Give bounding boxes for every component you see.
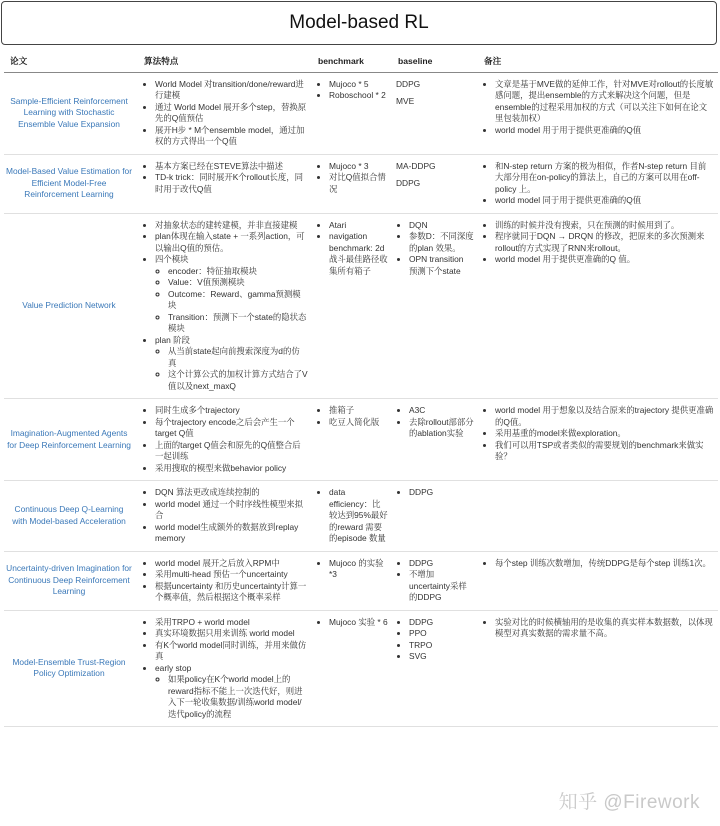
notes-cell <box>478 481 718 552</box>
benchmark-list <box>316 487 388 545</box>
feature-item <box>155 172 308 195</box>
benchmark-list <box>316 79 388 102</box>
note-item: • 我们可以用TSP或者类似的需要规划的benchmark来做实验？ <box>495 440 714 463</box>
paper-title-link[interactable]: Sample-Efficient Reinforcement Learning with Stochastic Ensemble Value Expansion <box>4 72 138 154</box>
benchmark-item: • 对比Q值拟合情况 <box>329 172 388 195</box>
feature-item <box>155 102 308 125</box>
feature-item <box>155 617 308 629</box>
notes-cell <box>478 399 718 481</box>
feature-item <box>155 558 308 570</box>
feature-text: plan体现在输入state + 一系列action，可以输出Q值的预估。 <box>155 231 305 253</box>
baseline-item: • SVG <box>409 651 474 663</box>
notes-cell <box>478 154 718 213</box>
baseline-item: MVE <box>396 96 415 106</box>
header-paper: 论文 <box>4 52 138 72</box>
header-benchmark: benchmark <box>312 52 392 72</box>
note-item: • 和N-step return 方案的极为相似，作者N-step return 目前大部分用在on-policy的算法上，自己的方案可以用在off-policy 上。 <box>495 161 714 196</box>
feature-item <box>155 335 308 393</box>
feature-text: world model 通过一个时序线性模型来拟合 <box>155 498 303 520</box>
feature-text: 真实环境数据只用来训练 world model <box>155 628 295 638</box>
benchmark-cell <box>312 213 392 399</box>
baseline-item: DDPG <box>396 78 421 89</box>
note-item: • 实验对比的时候横轴用的是收集的真实样本数据数，以体现模型对真实数据的需求量不高。 <box>495 617 714 640</box>
baseline-item: • TRPO <box>409 640 474 652</box>
watermark: 知乎 @Firework <box>558 792 700 813</box>
feature-text: 上面的target Q值会和原先的Q值整合后一起训练 <box>155 439 301 461</box>
feature-subitem: ◦ 从当前state起向前搜索深度为d的仿真 <box>168 346 308 369</box>
baseline-item: • DQN <box>409 220 474 232</box>
features-list <box>142 161 308 196</box>
baseline-item: • 参数D：不同深度的plan 效果。 <box>409 231 474 254</box>
header-baseline: baseline <box>392 52 478 72</box>
feature-item <box>155 487 308 499</box>
benchmark-item: • navigation benchmark: 2d战斗最佳路径收集所有箱子 <box>329 231 388 277</box>
papers-table <box>4 52 718 727</box>
feature-text: 通过 World Model 展开多个step，替换原先的Q值预估 <box>155 101 307 123</box>
baseline-item: • 不增加uncertainty采样的DDPG <box>409 569 474 604</box>
features-list <box>142 79 308 148</box>
features-cell <box>138 551 312 610</box>
feature-text: 四个模块 <box>155 254 189 264</box>
benchmark-list <box>316 558 388 581</box>
feature-item <box>155 628 308 640</box>
feature-text: 根据uncertainty 和历史uncertainty计算一个概率值，然后根据这个概率采样 <box>155 580 307 602</box>
features-cell <box>138 213 312 399</box>
table-header-row <box>4 52 718 72</box>
notes-list <box>482 79 714 137</box>
feature-item <box>155 161 308 173</box>
feature-subitem: ◦ Transition：预测下一个state的隐状态模块 <box>168 312 308 335</box>
table-row <box>4 551 718 610</box>
feature-text: 同时生成多个trajectory <box>155 405 240 415</box>
benchmark-item: • Mujoco 实验 * 6 <box>329 617 388 629</box>
feature-subitem: ◦ Value：V值预测模块 <box>168 277 308 289</box>
baseline-item: • DDPG <box>409 487 474 499</box>
feature-item <box>155 640 308 663</box>
feature-subitem: ◦ Outcome：Reward、gamma预测模块 <box>168 289 308 312</box>
feature-text: 展开H步 * M个ensemble model，通过加权的方式得出一个Q值 <box>155 124 305 146</box>
feature-item <box>155 663 308 721</box>
feature-text: 采用multi-head 预估一个uncertainty <box>155 569 288 579</box>
table-row <box>4 399 718 481</box>
feature-subitem: ◦ encoder：特征抽取模块 <box>168 266 308 278</box>
features-list <box>142 220 308 393</box>
feature-text: 采用TRPO + world model <box>155 616 250 627</box>
feature-item <box>155 231 308 254</box>
notes-cell <box>478 72 718 154</box>
feature-item <box>155 125 308 148</box>
table-row <box>4 154 718 213</box>
baseline-item: • DDPG <box>409 558 474 570</box>
page-title: Model-based RL <box>1 1 717 45</box>
benchmark-item: • Mujoco * 3 <box>329 161 388 173</box>
baseline-cell <box>392 72 478 154</box>
notes-list <box>482 558 714 570</box>
baseline-list <box>396 487 474 499</box>
feature-text: world model生成额外的数据放到replay memory <box>155 521 299 543</box>
feature-item <box>155 417 308 440</box>
features-cell <box>138 610 312 727</box>
baseline-cell <box>392 551 478 610</box>
feature-text: DQN 算法更改成连续控制的 <box>155 487 260 497</box>
feature-subitem: ◦ 如果policy在K个world model上的reward指标不能上一次迭代好，则进入下一轮收集数据/训练world model/迭代policy的流程 <box>168 674 308 720</box>
benchmark-item: • 吃豆人简化版 <box>329 417 388 429</box>
benchmark-cell <box>312 610 392 727</box>
note-item: • world model 用于想象以及结合原来的trajectory 提供更准确的Q值。 <box>495 405 714 428</box>
paper-title-link[interactable]: Imagination-Augmented Agents for Deep Reinforcement Learning <box>4 399 138 481</box>
note-item: • 采用基重的model来做exploration。 <box>495 428 714 440</box>
feature-text: 采用搜取的模型来做behavior policy <box>155 462 287 473</box>
benchmark-cell <box>312 154 392 213</box>
feature-item <box>155 463 308 475</box>
note-item: • 文章是基于MVE做的延伸工作，针对MVE对rollout的长度敏感问题，提出ensemble的方式来解决这个问题，但是ensemble的过程采用加权的方式（可以关注下如何在论文里包装加权） <box>495 79 714 125</box>
baseline-cell <box>392 481 478 552</box>
paper-title-link[interactable]: Model-Ensemble Trust-Region Policy Optimization <box>4 610 138 727</box>
benchmark-cell <box>312 399 392 481</box>
baseline-item: • A3C <box>409 405 474 417</box>
feature-text: 对抽象状态的建转建模，并非直接建模 <box>155 219 298 230</box>
baseline-item: • 去除rollout部部分的ablation实验 <box>409 417 474 440</box>
baseline-item: DDPG <box>396 178 421 188</box>
feature-item <box>155 569 308 581</box>
notes-list <box>482 220 714 266</box>
feature-text: 每个trajectory encode之后会产生一个target Q值 <box>155 416 295 438</box>
baseline-cell <box>392 213 478 399</box>
benchmark-cell <box>312 481 392 552</box>
baseline-item: • PPO <box>409 628 474 640</box>
feature-text: 有K个world model同时训练，并用来做仿真 <box>155 639 307 661</box>
baseline-list <box>396 617 474 663</box>
baseline-cell <box>392 610 478 727</box>
header-notes: 备注 <box>478 52 718 72</box>
notes-list <box>482 405 714 463</box>
feature-item <box>155 254 308 335</box>
features-cell <box>138 399 312 481</box>
features-cell <box>138 481 312 552</box>
note-item: • world model 同于用于提供更准确的Q值 <box>495 195 714 207</box>
notes-cell <box>478 213 718 399</box>
feature-subitem: ◦ 这个计算公式的加权计算方式结合了V值以及next_maxQ <box>168 369 308 392</box>
note-item: • world model 用于提供更准确的Q 值。 <box>495 254 714 266</box>
baseline-list <box>396 558 474 604</box>
table-row <box>4 610 718 727</box>
benchmark-cell <box>312 72 392 154</box>
baseline-item: • DDPG <box>409 617 474 629</box>
feature-item <box>155 440 308 463</box>
note-item: • 训练的时候并没有搜索，只在预测的时候用到了。 <box>495 220 714 232</box>
feature-item <box>155 499 308 522</box>
note-item: • 程序就同于DQN → DRQN 的修改，把原来的多次预测来rollout的方式实现了RNN来rollout。 <box>495 231 714 254</box>
benchmark-item: • Mujoco * 5 <box>329 79 388 91</box>
benchmark-item: • data efficiency：比较达到95%最好的reward 需要的episode 数量 <box>329 487 388 545</box>
table-row <box>4 72 718 154</box>
benchmark-item: • Roboschool * 2 <box>329 90 388 102</box>
benchmark-list <box>316 161 388 196</box>
notes-list <box>482 617 714 640</box>
features-cell <box>138 72 312 154</box>
feature-sublist <box>155 266 308 335</box>
feature-text: plan 阶段 <box>155 334 190 345</box>
features-list <box>142 558 308 604</box>
features-list <box>142 405 308 474</box>
paper-title-link[interactable]: Uncertainty-driven Imagination for Continuous Deep Reinforcement Learning <box>4 551 138 610</box>
feature-sublist <box>155 674 308 720</box>
notes-cell <box>478 551 718 610</box>
features-cell <box>138 154 312 213</box>
feature-item <box>155 405 308 417</box>
paper-title-link[interactable]: Value Prediction Network <box>4 213 138 399</box>
feature-text: TD-k trick：同时展开K个rollout长度，同时用于改代Q值 <box>155 172 303 194</box>
features-list <box>142 617 308 721</box>
benchmark-list <box>316 405 388 428</box>
note-item: • world model 用于用于提供更准确的Q值 <box>495 125 714 137</box>
feature-item <box>155 522 308 545</box>
benchmark-list <box>316 617 388 629</box>
feature-item <box>155 79 308 102</box>
benchmark-item: • Mujoco 的实验*3 <box>329 558 388 581</box>
baseline-item: • OPN transition 预测下个state <box>409 254 474 277</box>
paper-title-link[interactable]: Model-Based Value Estimation for Efficient Model-Free Reinforcement Learning <box>4 154 138 213</box>
baseline-list <box>396 405 474 440</box>
table-row <box>4 213 718 399</box>
feature-text: early stop <box>155 662 192 673</box>
feature-sublist <box>155 346 308 392</box>
benchmark-cell <box>312 551 392 610</box>
feature-text: world model 展开之后放入RPM中 <box>155 557 280 568</box>
baseline-cell <box>392 154 478 213</box>
note-item: • 每个step 训练次数增加，传统DDPG是每个step 训练1次。 <box>495 558 714 570</box>
notes-cell <box>478 610 718 727</box>
baseline-list <box>396 220 474 278</box>
baseline-item: MA-DDPG <box>396 160 436 171</box>
benchmark-item: • Atari <box>329 220 388 232</box>
features-list <box>142 487 308 545</box>
feature-item <box>155 581 308 604</box>
benchmark-list <box>316 220 388 278</box>
benchmark-item: • 推箱子 <box>329 405 388 417</box>
feature-text: 基本方案已经在STEVE算法中描述 <box>155 160 283 171</box>
notes-list <box>482 161 714 207</box>
paper-title-link[interactable]: Continuous Deep Q-Learning with Model-based Acceleration <box>4 481 138 552</box>
feature-text: World Model 对transition/done/reward进行建模 <box>155 78 304 100</box>
feature-item <box>155 220 308 232</box>
baseline-cell <box>392 399 478 481</box>
header-features: 算法特点 <box>138 52 312 72</box>
table-row <box>4 481 718 552</box>
